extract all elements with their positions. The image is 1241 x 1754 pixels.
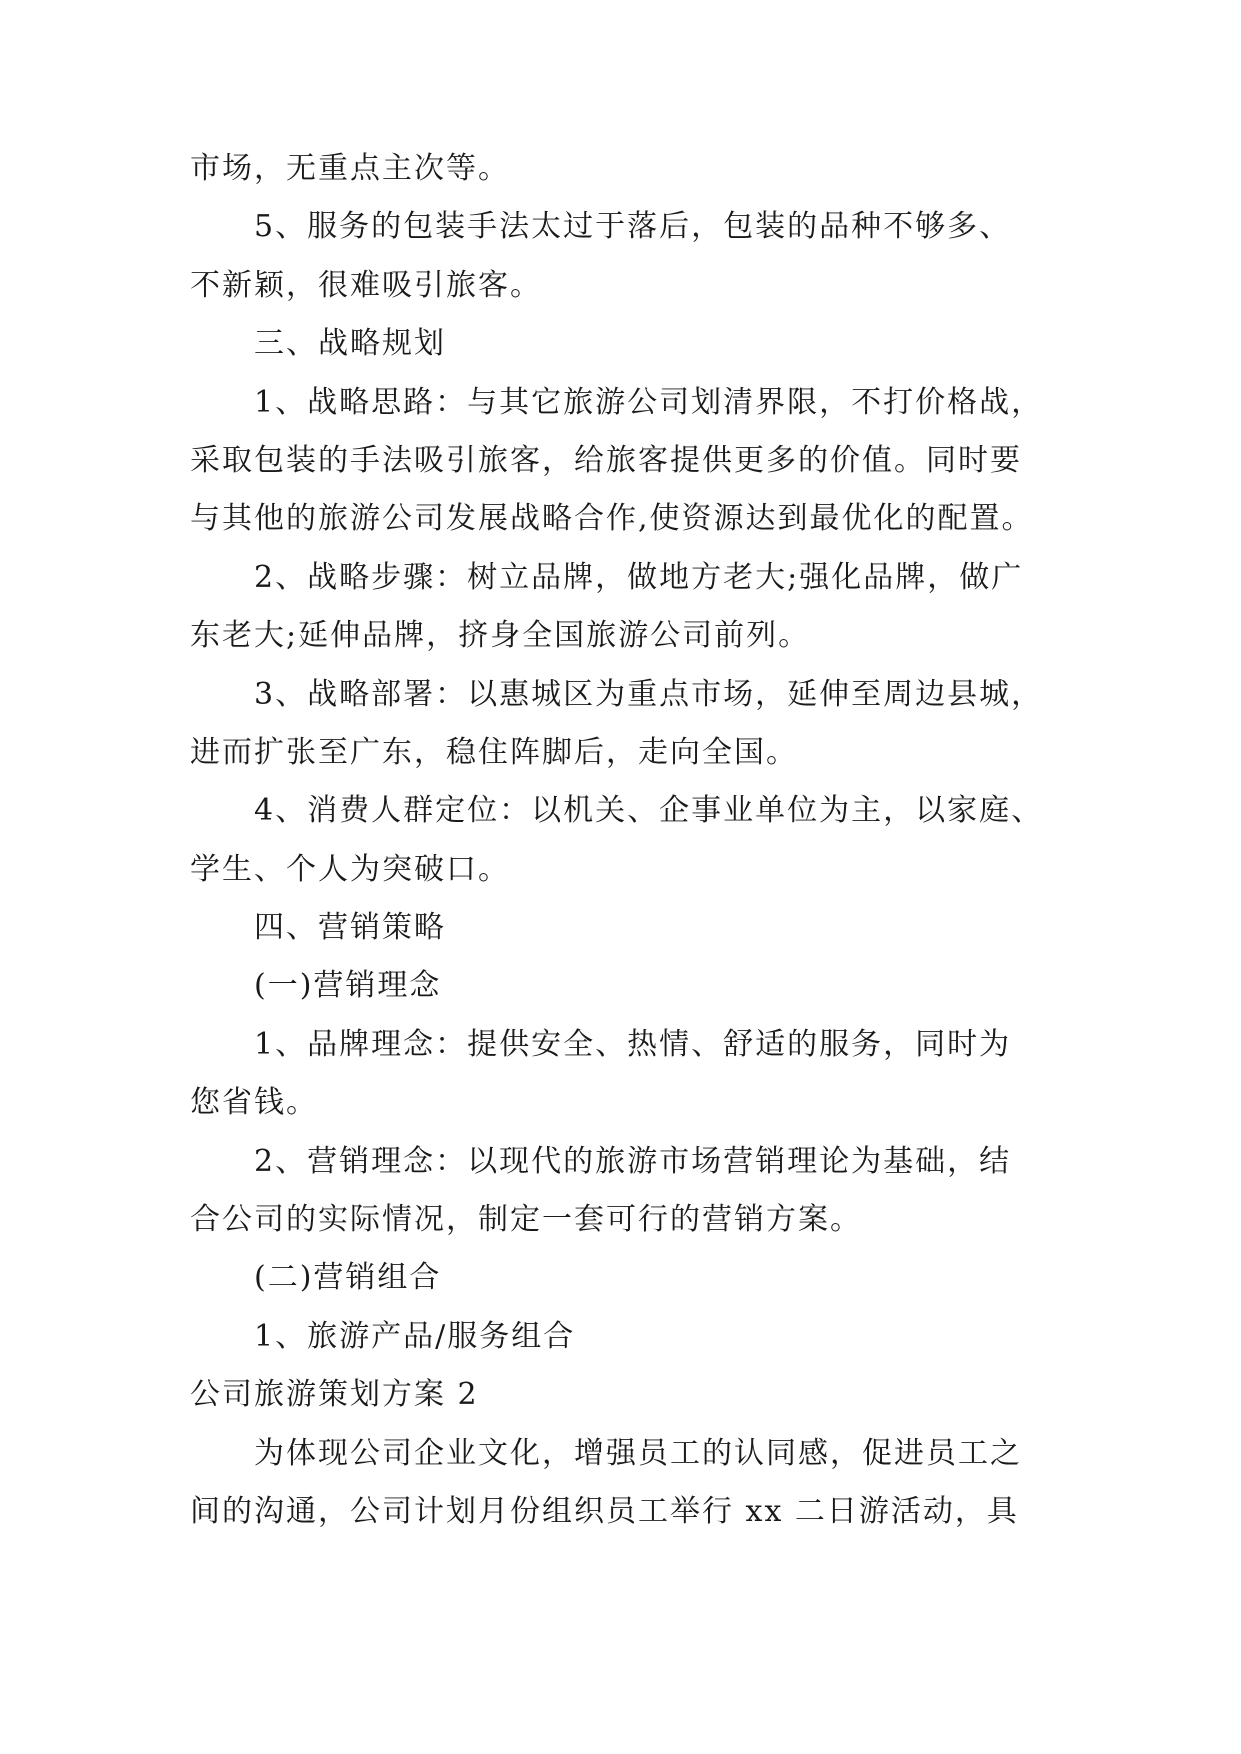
section-heading: 三、战略规划 [254,326,446,362]
text-line: 4、消费人群定位：以机关、企事业单位为主，以家庭、 [254,793,1044,829]
text-line: 1、品牌理念：提供安全、热情、舒适的服务，同时为 [254,1026,1012,1062]
text-line: 1、旅游产品/服务组合 [254,1318,576,1354]
text-line: 合公司的实际情况，制定一套可行的营销方案。 [190,1202,862,1238]
document-title: 公司旅游策划方案 2 [190,1377,479,1413]
text-line: 2、营销理念：以现代的旅游市场营销理论为基础，结 [254,1143,1012,1179]
text-line: 东老大;延伸品牌，挤身全国旅游公司前列。 [190,618,811,654]
text-line: 3、战略部署：以惠城区为重点市场，延伸至周边县城， [254,676,1044,712]
text-line: 5、服务的包装手法太过于落后，包装的品种不够多、 [254,209,1012,245]
text-line: 采取包装的手法吸引旅客，给旅客提供更多的价值。同时要 [190,442,1022,478]
text-line: 学生、个人为突破口。 [190,851,510,887]
text-line: 不新颖，很难吸引旅客。 [190,267,542,303]
text-line: 间的沟通，公司计划月份组织员工举行 xx 二日游活动，具 [190,1493,1019,1529]
text-line: 市场，无重点主次等。 [190,151,510,186]
section-heading: 四、营销策略 [254,910,446,946]
text-line: 您省钱。 [190,1085,318,1121]
subsection-heading: (二)营销组合 [254,1260,442,1296]
text-line: 为体现公司企业文化，增强员工的认同感，促进员工之 [254,1435,1022,1471]
text-line: 与其他的旅游公司发展战略合作,使资源达到最优化的配置。 [190,501,1034,537]
text-line: 进而扩张至广东，稳住阵脚后，走向全国。 [190,734,798,770]
text-line: 2、战略步骤：树立品牌，做地方老大;强化品牌，做广 [254,559,1024,595]
subsection-heading: (一)营销理念 [254,968,442,1004]
document-body [190,140,1070,1541]
text-line: 1、战略思路：与其它旅游公司划清界限，不打价格战， [254,384,1044,420]
